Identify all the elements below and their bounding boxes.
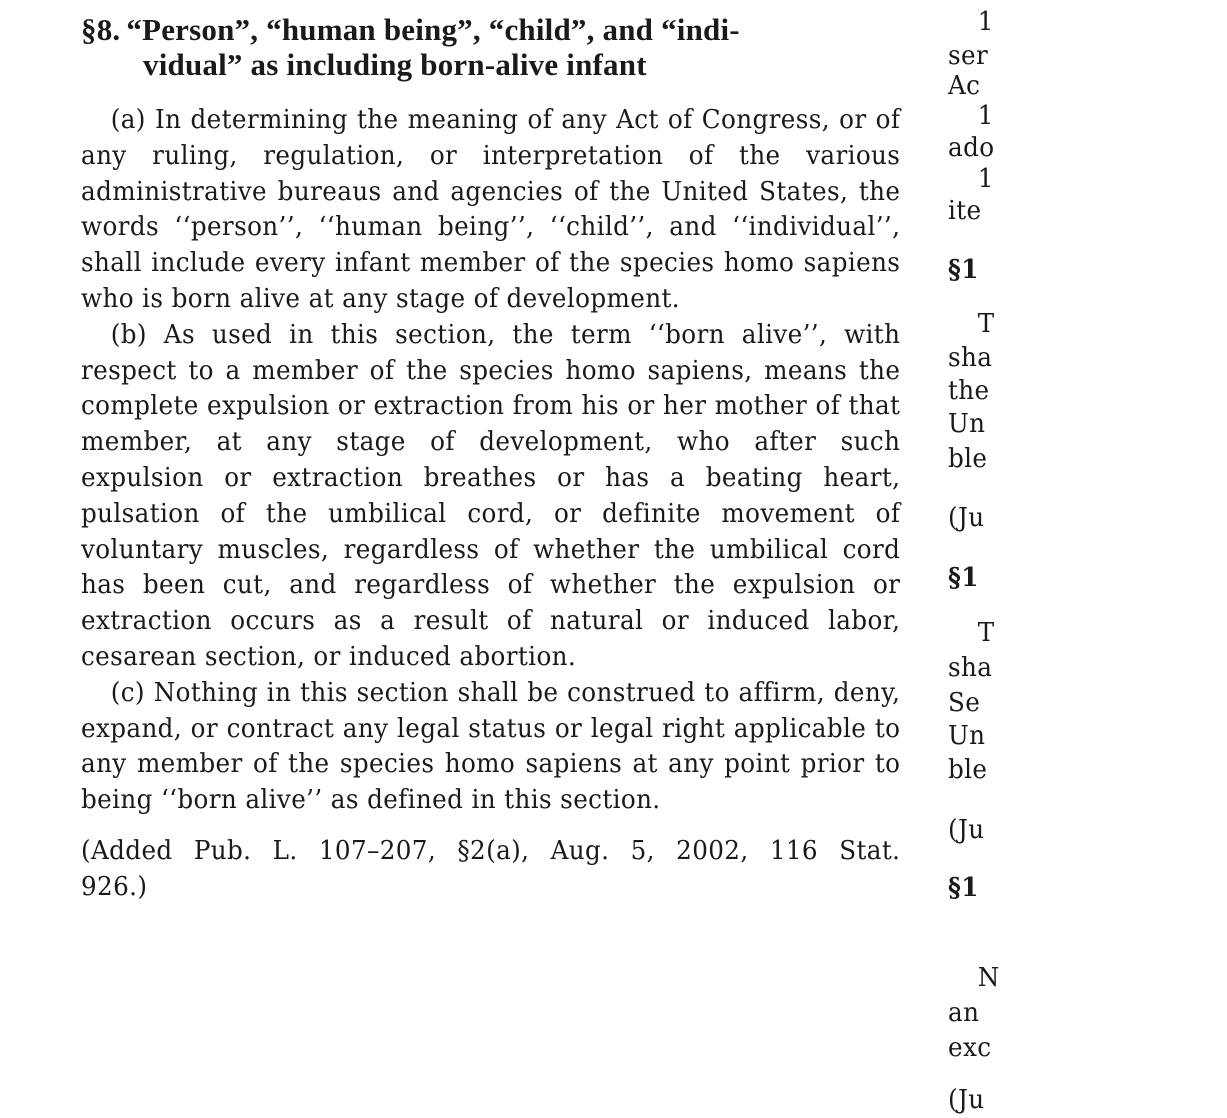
clipped-text-fragment: 1 — [977, 100, 994, 131]
section-title-line-1: “Person”, “human being”, “child”, and “indi- — [126, 12, 740, 47]
clipped-text-fragment: sha — [948, 652, 993, 683]
clipped-text-fragment: (Ju — [948, 502, 985, 533]
paragraph-b — [81, 317, 900, 675]
clipped-section-heading: §1 — [948, 254, 979, 285]
clipped-text-fragment: ser — [948, 40, 989, 71]
clipped-section-heading: §1 — [948, 872, 979, 903]
paragraph-c — [81, 675, 900, 818]
clipped-text-fragment: (Ju — [948, 1084, 985, 1115]
clipped-text-fragment: T — [977, 308, 995, 339]
clipped-text-fragment: (Ju — [948, 814, 985, 845]
clipped-text-fragment: ado — [948, 132, 995, 163]
section-title-line-2: vidual” as including born-alive infant — [143, 47, 647, 82]
source-credit-note: (Added Pub. L. 107–207, §2(a), Aug. 5, 2002, 116 Stat. 926.) — [81, 834, 901, 902]
paragraph-text: In determining the meaning of any Act of Congress, or of any ruling, regulation, or interpretation of the various administrative bureaus and agencies of the United States, the words ‘‘person’’, ‘‘human being’’, ‘‘child’’, and ‘‘individual’’, shall include every infant member of the species homo sapiens who is born alive at any stage of development. — [81, 104, 901, 314]
clipped-text-fragment: T — [977, 617, 995, 648]
clipped-section-heading: §1 — [948, 562, 979, 593]
main-column — [81, 12, 901, 905]
clipped-text-fragment: an — [948, 997, 980, 1028]
clipped-text-fragment: ble — [948, 443, 988, 474]
paragraph-label: (b) — [110, 318, 147, 350]
paragraph-a — [81, 102, 900, 317]
section-body — [81, 102, 900, 905]
clipped-text-fragment: Un — [948, 408, 986, 439]
clipped-text-fragment: N — [977, 962, 1000, 993]
paragraph-label: (c) — [110, 676, 145, 708]
paragraph-label: (a) — [110, 104, 146, 135]
section-heading — [81, 12, 901, 82]
clipped-text-fragment: the — [948, 375, 990, 406]
clipped-text-fragment: ble — [948, 754, 988, 785]
paragraph-text: As used in this section, the term ‘‘born alive’’, with respect to a member of the species homo sapiens, means the complete expulsion or extraction from his or her mother of that member, at any stage of development, who after such expulsion or extraction breathes or has a beating heart, pulsation of the umbilical cord, or definite movement of voluntary muscles, regardless of whether the umbilical cord has been cut, and regardless of whether the expulsion or extraction occurs as a result of natural or induced labor, cesarean section, or induced abortion. — [81, 318, 901, 672]
clipped-text-fragment: ite — [948, 195, 982, 226]
clipped-text-fragment: Se — [948, 687, 981, 718]
section-number: §8. — [81, 12, 121, 47]
clipped-text-fragment: sha — [948, 342, 993, 373]
clipped-text-fragment: Un — [948, 720, 986, 751]
paragraph-text: Nothing in this section shall be construed to affirm, deny, expand, or contract any legal status or legal right applicable to any member of the species homo sapiens at any point prior to being ‘‘born alive’’ as defined in this section. — [81, 676, 901, 816]
clipped-text-fragment: exc — [948, 1032, 992, 1063]
clipped-text-fragment: 1 — [977, 6, 994, 37]
clipped-text-fragment: Ac — [948, 70, 981, 101]
clipped-text-fragment: 1 — [977, 163, 994, 194]
